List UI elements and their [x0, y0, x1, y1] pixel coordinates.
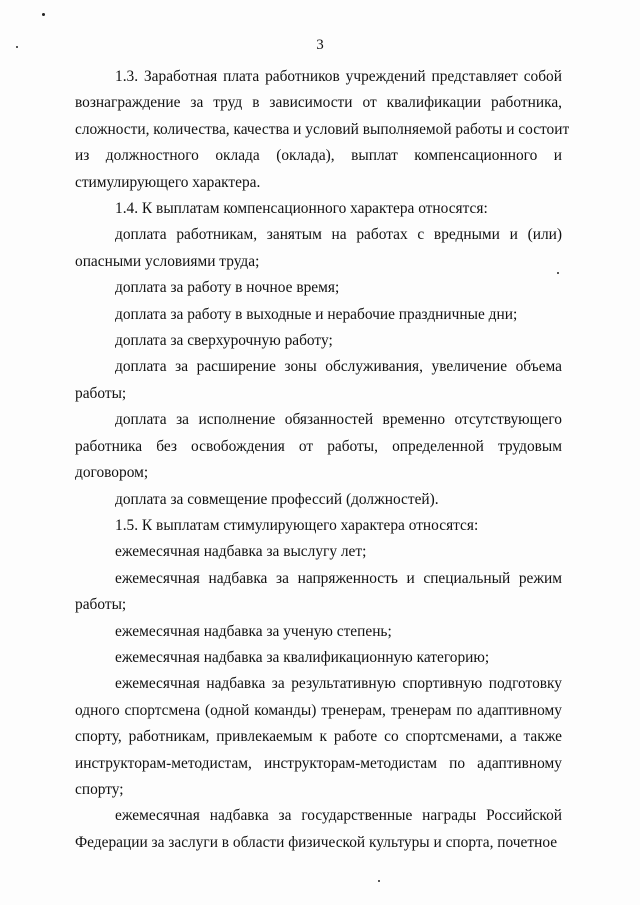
paragraph [75, 487, 562, 513]
paragraph [75, 64, 570, 196]
paragraph [75, 539, 562, 565]
text-line: доплата за исполнение обязанностей временно отсутствующего [115, 411, 562, 429]
text-line: ежемесячная надбавка за квалификационную категорию; [115, 648, 490, 666]
paragraph [75, 645, 562, 671]
text-line: опасными условиями труда; [75, 252, 260, 270]
text-line: 1.3. Заработная плата работников учреждений представляет собой [115, 68, 562, 85]
paragraph [75, 302, 562, 328]
text-line: 1.4. К выплатам компенсационного характера относятся: [115, 200, 488, 218]
text-line: работы; [75, 384, 127, 402]
page-number: 3 [316, 37, 324, 53]
text-line: стимулирующего характера. [75, 173, 261, 191]
text-line: доплата за совмещение профессий (должностей). [115, 490, 439, 508]
text-line: доплата за работу в ночное время; [115, 279, 340, 297]
text-line: доплата за расширение зоны обслуживания, увеличение объема [115, 358, 562, 376]
paragraph [75, 803, 562, 856]
paragraph [75, 671, 562, 803]
text-line: вознаграждение за труд в зависимости от квалификации работника, [75, 94, 562, 112]
paragraph [75, 619, 562, 645]
paragraph [75, 407, 562, 486]
text-line: из должностного оклада (оклада), выплат компенсационного и [75, 147, 562, 165]
text-line: ежемесячная надбавка за ученую степень; [115, 622, 392, 640]
text-line: сложности, количества, качества и условий выполняемой работы и состоит [75, 120, 570, 138]
paragraph [75, 513, 562, 539]
scan-speck [42, 13, 45, 16]
paragraph [75, 222, 562, 275]
text-line: инструкторам-методистам, инструкторам-методистам по адаптивному [75, 754, 562, 772]
text-line: работника без освобождения от работы, определенной трудовым [75, 437, 562, 455]
text-line: ежемесячная надбавка за результативную спортивную подготовку [115, 675, 562, 693]
text-line: Федерации за заслуги в области физической культуры и спорта, почетное [75, 833, 558, 851]
text-line: доплата работникам, занятым на работах с вредными и (или) [115, 226, 562, 244]
text-line: одного спортсмена (одной команды) тренерам, тренерам по адаптивному [75, 701, 562, 719]
paragraph [75, 566, 562, 619]
scan-speck [378, 880, 380, 882]
paragraph [75, 328, 562, 354]
text-line: спорту, работникам, привлекаемым к работе со спортсменами, а также [75, 728, 562, 746]
text-line: работы; [75, 596, 127, 614]
text-line: доплата за работу в выходные и нерабочие праздничные дни; [115, 305, 518, 323]
text-line: ежемесячная надбавка за выслугу лет; [115, 543, 367, 561]
text-line: 1.5. К выплатам стимулирующего характера относятся: [115, 516, 479, 534]
paragraph [75, 196, 562, 222]
paragraph [75, 275, 562, 301]
text-line: доплата за сверхурочную работу; [115, 332, 333, 350]
text-line: ежемесячная надбавка за государственные награды Российской [115, 807, 562, 825]
document-body [75, 64, 570, 856]
text-line: спорту; [75, 780, 124, 798]
paragraph [75, 354, 562, 407]
text-line: договором; [75, 464, 149, 482]
text-line: ежемесячная надбавка за напряженность и специальный режим [115, 569, 562, 587]
